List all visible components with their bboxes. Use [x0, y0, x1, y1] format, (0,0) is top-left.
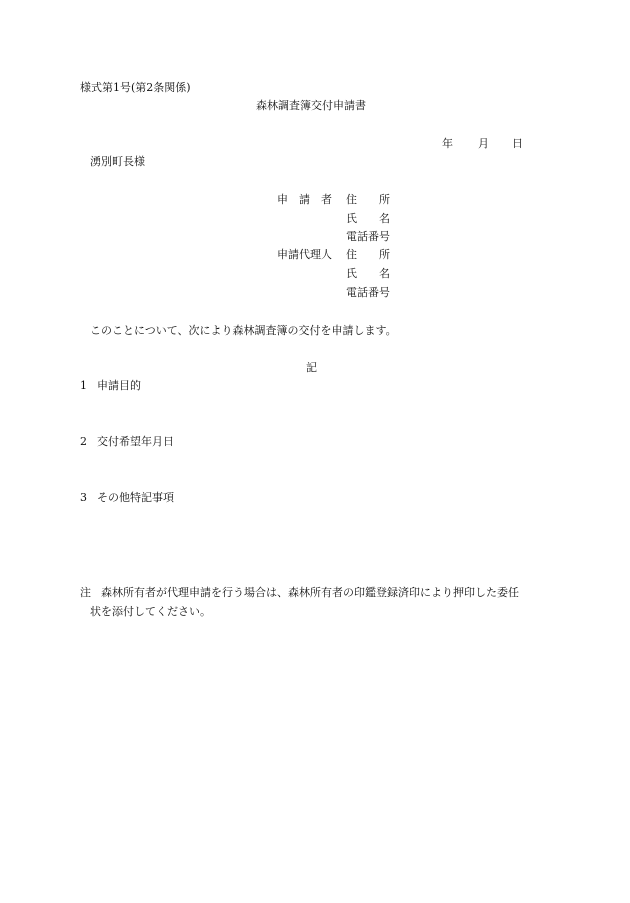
ki-heading: 記	[306, 361, 317, 374]
note-line-2: 状を添付してください。	[90, 605, 211, 618]
item-2-label: 交付希望年月日	[97, 435, 174, 448]
applicant-label: 申 請 者	[277, 193, 332, 206]
applicant-address-label: 住 所	[346, 193, 390, 206]
document-title: 森林調査簿交付申請書	[256, 99, 366, 112]
agent-label: 申請代理人	[277, 248, 332, 261]
form-number: 様式第1号(第2条関係)	[80, 81, 191, 94]
agent-phone-label: 電話番号	[346, 286, 390, 299]
agent-name-label: 氏 名	[346, 267, 390, 280]
item-3-label: その他特記事項	[97, 491, 174, 504]
date-month: 月	[478, 137, 489, 150]
item-3-number: 3	[80, 491, 87, 504]
note-line-1: 森林所有者が代理申請を行う場合は、森林所有者の印鑑登録済印により押印した委任	[101, 586, 519, 599]
date-year: 年	[442, 137, 453, 150]
item-2-number: 2	[80, 435, 87, 448]
applicant-phone-label: 電話番号	[346, 230, 390, 243]
date-day: 日	[512, 137, 523, 150]
addressee: 湧別町長様	[90, 155, 145, 168]
body-text: このことについて、次により森林調査簿の交付を申請します。	[90, 324, 397, 337]
item-1-label: 申請目的	[97, 379, 141, 392]
applicant-name-label: 氏 名	[346, 212, 390, 225]
note-prefix: 注	[80, 586, 91, 599]
item-1-number: 1	[80, 379, 87, 392]
agent-address-label: 住 所	[346, 248, 390, 261]
